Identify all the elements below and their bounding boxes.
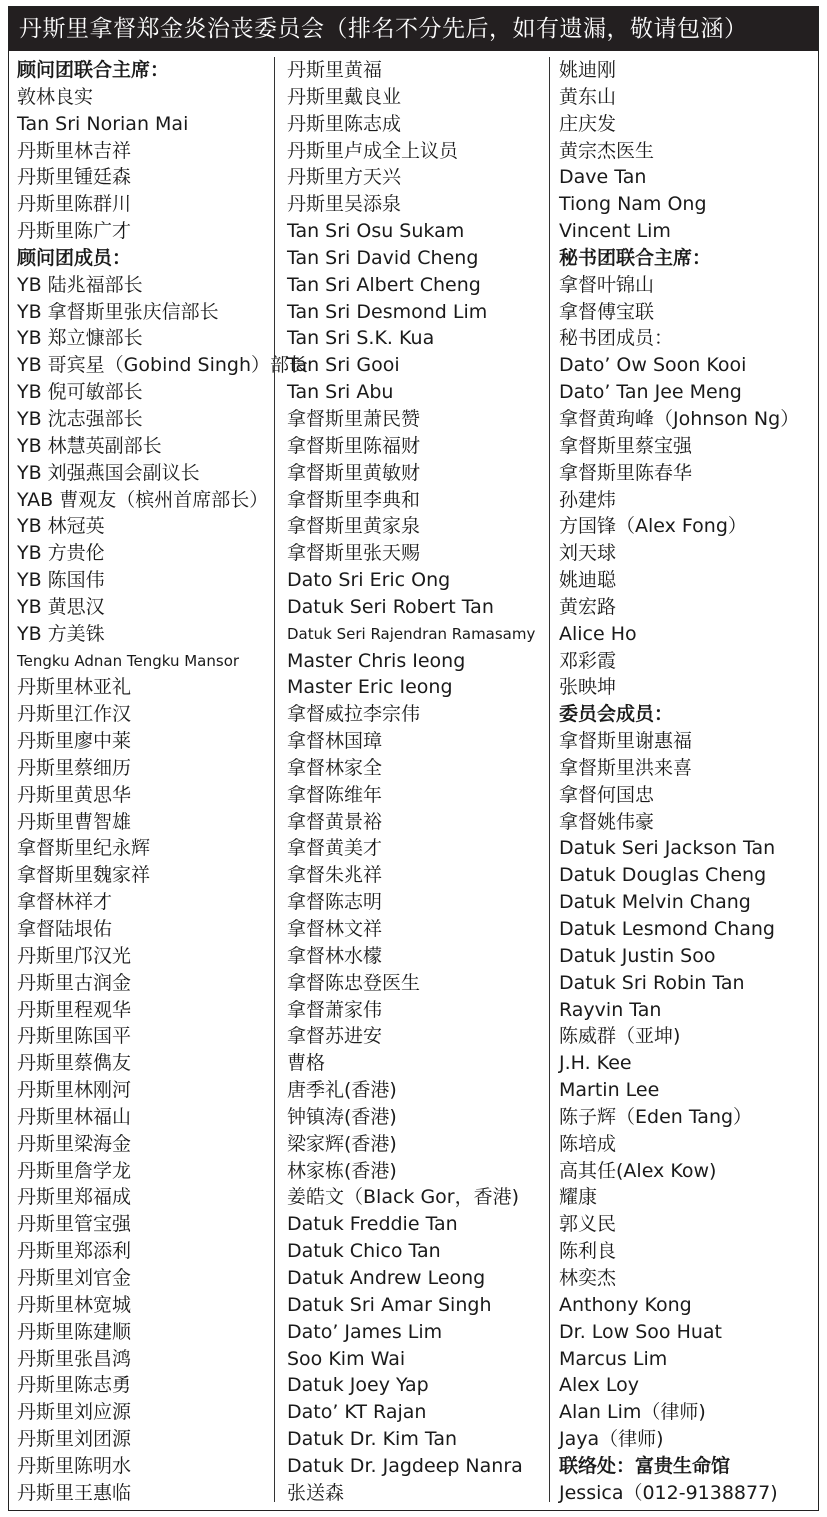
committee-member: 拿督陈志明 [287,891,383,914]
committee-member: 敦林良实 [17,85,94,108]
committee-member: 丹斯里王惠临 [17,1481,132,1504]
committee-member: Tengku Adnan Tengku Mansor [17,651,240,670]
committee-member: 丹斯里程观华 [17,998,132,1021]
committee-member: 拿督斯里张天赐 [287,542,421,565]
committee-member: 黄东山 [559,85,617,108]
notice-frame [8,6,819,1511]
committee-member: 林家栋(香港) [287,1159,397,1182]
committee-member: YB 陈国伟 [17,569,105,592]
committee-member: YB 拿督斯里张庆信部长 [17,300,219,323]
committee-member: 陈利良 [559,1240,617,1263]
committee-member: YB 哥宾星（Gobind Singh）部长 [17,354,308,377]
committee-member: 丹斯里刘应源 [17,1401,132,1424]
committee-member: 丹斯里林亚礼 [17,676,132,699]
committee-member: 张映坤 [559,676,617,699]
committee-member: Tan Sri Norian Mai [17,112,189,135]
committee-member: Datuk Chico Tan [287,1240,441,1263]
committee-member: 丹斯里刘官金 [17,1266,132,1289]
committee-member: 丹斯里陈建顺 [17,1320,132,1343]
committee-member: 拿督林水檬 [287,944,383,967]
committee-member: YB 刘强燕国会副议长 [17,461,200,484]
committee-member: 丹斯里林刚河 [17,1079,132,1102]
committee-member: 丹斯里陈明水 [17,1454,132,1477]
committee-member: 丹斯里刘团源 [17,1428,132,1451]
committee-member: Tan Sri Desmond Lim [287,300,488,323]
committee-member: 拿督黄珣峰（Johnson Ng） [559,407,800,430]
committee-member: YB 陆兆福部长 [17,273,143,296]
committee-member: Jessica（012-9138877) [559,1481,778,1504]
committee-member: 拿督威拉李宗伟 [287,703,421,726]
committee-member: 丹斯里卢成全上议员 [287,139,459,162]
committee-member: 耀康 [559,1186,598,1209]
section-heading: 委员会成员： [559,703,674,726]
committee-member: Soo Kim Wai [287,1347,406,1370]
committee-member: 丹斯里蔡细历 [17,756,132,779]
section-heading: 顾问团联合主席： [17,59,170,81]
column-divider [549,57,550,1502]
committee-member: 拿督林国璋 [287,730,383,753]
committee-member: Dato’ KT Rajan [287,1401,427,1424]
committee-member: Datuk Andrew Leong [287,1266,486,1289]
committee-member: 丹斯里林福山 [17,1105,132,1128]
committee-member: Marcus Lim [559,1347,668,1370]
committee-member: 黄宗杰医生 [559,139,655,162]
committee-member: YB 沈志强部长 [17,407,143,430]
committee-member: 张送森 [287,1481,345,1504]
committee-member: 丹斯里方天兴 [287,166,402,189]
committee-member: Datuk Seri Robert Tan [287,595,494,618]
committee-member: 丹斯里江作汉 [17,703,132,726]
committee-member: Dave Tan [559,166,647,189]
committee-member: Martin Lee [559,1079,660,1102]
committee-member: 拿督黄美才 [287,837,383,860]
committee-member: 拿督斯里魏家祥 [17,864,151,887]
committee-member: 姚迪刚 [559,59,617,81]
committee-member: 拿督斯里洪来喜 [559,756,693,779]
committee-member: 丹斯里管宝强 [17,1213,132,1236]
committee-member: Tan Sri S.K. Kua [287,327,435,350]
committee-member: 拿督斯里纪永辉 [17,837,151,860]
committee-member: 丹斯里郑添利 [17,1240,132,1263]
committee-member: Alex Loy [559,1374,640,1397]
committee-member: 秘书团成员： [559,327,674,350]
committee-member: Datuk Sri Amar Singh [287,1293,492,1316]
committee-member: 拿督斯里谢惠福 [559,730,693,753]
committee-member: Tan Sri Gooi [287,354,400,377]
committee-member: Dato Sri Eric Ong [287,569,451,592]
committee-member: Datuk Joey Yap [287,1374,429,1397]
committee-member: YB 林慧英副部长 [17,434,162,457]
committee-member: Jaya（律师) [559,1428,664,1451]
committee-member: Datuk Sri Robin Tan [559,971,745,994]
committee-member: 丹斯里古润金 [17,971,132,994]
committee-member: 拿督叶锦山 [559,273,655,296]
committee-member: Dr. Low Soo Huat [559,1320,723,1343]
committee-member: YAB 曹观友（槟州首席部长） [17,488,269,511]
committee-member: 拿督何国忠 [559,783,655,806]
committee-member: YB 黄思汉 [17,595,105,618]
committee-member: 孙建炜 [559,488,617,511]
committee-member: 丹斯里郑福成 [17,1186,132,1209]
committee-member: Datuk Justin Soo [559,944,716,967]
committee-member: 丹斯里陈志勇 [17,1374,132,1397]
committee-column-2 [287,57,549,1507]
committee-member: Tan Sri Albert Cheng [287,273,481,296]
committee-member: Tan Sri David Cheng [287,246,479,269]
committee-member: 丹斯里梁海金 [17,1132,132,1155]
committee-member: Datuk Lesmond Chang [559,918,775,940]
committee-member: Datuk Dr. Jagdeep Nanra [287,1454,523,1477]
committee-member: YB 方贵伦 [17,542,105,565]
committee-member: 丹斯里张昌鸿 [17,1347,132,1370]
committee-member: Datuk Melvin Chang [559,891,751,914]
committee-member: 邓彩霞 [559,649,617,672]
committee-member: Tiong Nam Ong [559,193,707,216]
notice-title: 丹斯里拿督郑金炎治丧委员会（排名不分先后，如有遗漏，敬请包涵） [9,7,818,51]
committee-member: 钟镇涛(香港) [287,1105,397,1128]
committee-member: 陈威群（亚坤) [559,1025,681,1048]
committee-member: 拿督斯里黄敏财 [287,461,421,484]
committee-member: 梁家辉(香港) [287,1132,397,1155]
committee-member: 丹斯里林吉祥 [17,139,132,162]
committee-member: 丹斯里陈志成 [287,112,402,135]
committee-member: 高其任(Alex Kow) [559,1159,717,1182]
committee-member: Datuk Seri Jackson Tan [559,837,776,860]
committee-member: 姚迪聪 [559,569,617,592]
committee-column-3 [559,57,817,1507]
committee-member: 林奕杰 [559,1266,617,1289]
committee-member: Master Eric Ieong [287,676,453,699]
committee-member: 陈培成 [559,1132,617,1155]
committee-member: Dato’ Ow Soon Kooi [559,354,747,377]
committee-member: 丹斯里曹智雄 [17,810,132,833]
committee-member: 拿督斯里萧民赞 [287,407,421,430]
committee-member: YB 郑立慷部长 [17,327,143,350]
section-heading: 顾问团成员： [17,246,132,269]
column-divider [274,57,275,1502]
committee-member: Dato’ James Lim [287,1320,443,1343]
committee-member: 黄宏路 [559,595,617,618]
committee-member: 刘天球 [559,542,617,565]
committee-member: Alan Lim（律师) [559,1401,706,1424]
committee-member: 庄庆发 [559,112,617,135]
committee-member: Datuk Douglas Cheng [559,864,767,887]
committee-member: Datuk Dr. Kim Tan [287,1428,458,1451]
committee-member: 丹斯里锺廷森 [17,166,132,189]
committee-member: Vincent Lim [559,220,671,243]
committee-member: 拿督林文祥 [287,918,383,940]
committee-member: 拿督斯里李典和 [287,488,421,511]
committee-member: 丹斯里黄思华 [17,783,132,806]
section-heading: 联络处：富贵生命馆 [559,1454,731,1477]
committee-member: 丹斯里陈广才 [17,220,132,243]
committee-member: 丹斯里吴添泉 [287,193,402,216]
committee-member: 方国锋（Alex Fong） [559,515,747,538]
committee-member: Datuk Freddie Tan [287,1213,458,1236]
committee-member: Alice Ho [559,622,637,645]
committee-member: 丹斯里黄福 [287,59,383,81]
committee-member: 拿督姚伟豪 [559,810,655,833]
committee-member: Anthony Kong [559,1293,692,1316]
committee-member: 拿督陈忠登医生 [287,971,421,994]
committee-member: 拿督斯里陈福财 [287,434,421,457]
committee-member: 拿督苏进安 [287,1025,383,1048]
committee-member: 丹斯里陈国平 [17,1025,132,1048]
committee-member: 陈子辉（Eden Tang） [559,1105,753,1128]
committee-member: J.H. Kee [559,1052,632,1075]
committee-member: YB 方美铢 [17,622,105,645]
committee-member: 姜皓文（Black Gor，香港) [287,1186,520,1209]
committee-member: Datuk Seri Rajendran Ramasamy [287,624,536,643]
committee-member: 唐季礼(香港) [287,1079,397,1102]
committee-member: Tan Sri Osu Sukam [287,220,465,243]
committee-member: 拿督斯里蔡宝强 [559,434,693,457]
committee-member: 拿督陈维年 [287,783,383,806]
committee-member: Rayvin Tan [559,998,662,1021]
committee-member: Master Chris Ieong [287,649,466,672]
committee-member: 丹斯里戴良业 [287,85,402,108]
committee-member: 丹斯里蔡儁友 [17,1052,132,1075]
committee-member: YB 林冠英 [17,515,105,538]
committee-member: 丹斯里詹学龙 [17,1159,132,1182]
committee-member: 拿督林家全 [287,756,383,779]
committee-member: 郭义民 [559,1213,617,1236]
committee-member: 拿督斯里黄家泉 [287,515,421,538]
committee-member: 拿督萧家伟 [287,998,383,1021]
committee-member: 丹斯里廖中莱 [17,730,132,753]
committee-member: 拿督林祥才 [17,891,113,914]
committee-member: 拿督陆垠佑 [17,918,113,940]
committee-member: 拿督黄景裕 [287,810,383,833]
committee-member: 丹斯里陈群川 [17,193,132,216]
committee-member: 拿督斯里陈春华 [559,461,693,484]
section-heading: 秘书团联合主席： [559,246,712,269]
committee-member: 拿督傅宝联 [559,300,655,323]
committee-member: 曹格 [287,1052,326,1075]
committee-member: Dato’ Tan Jee Meng [559,381,742,404]
committee-member: 丹斯里邝汉光 [17,944,132,967]
committee-member: 拿督朱兆祥 [287,864,383,887]
committee-member: 丹斯里林宽城 [17,1293,132,1316]
committee-member: YB 倪可敏部长 [17,381,143,404]
committee-member: Tan Sri Abu [287,381,394,404]
